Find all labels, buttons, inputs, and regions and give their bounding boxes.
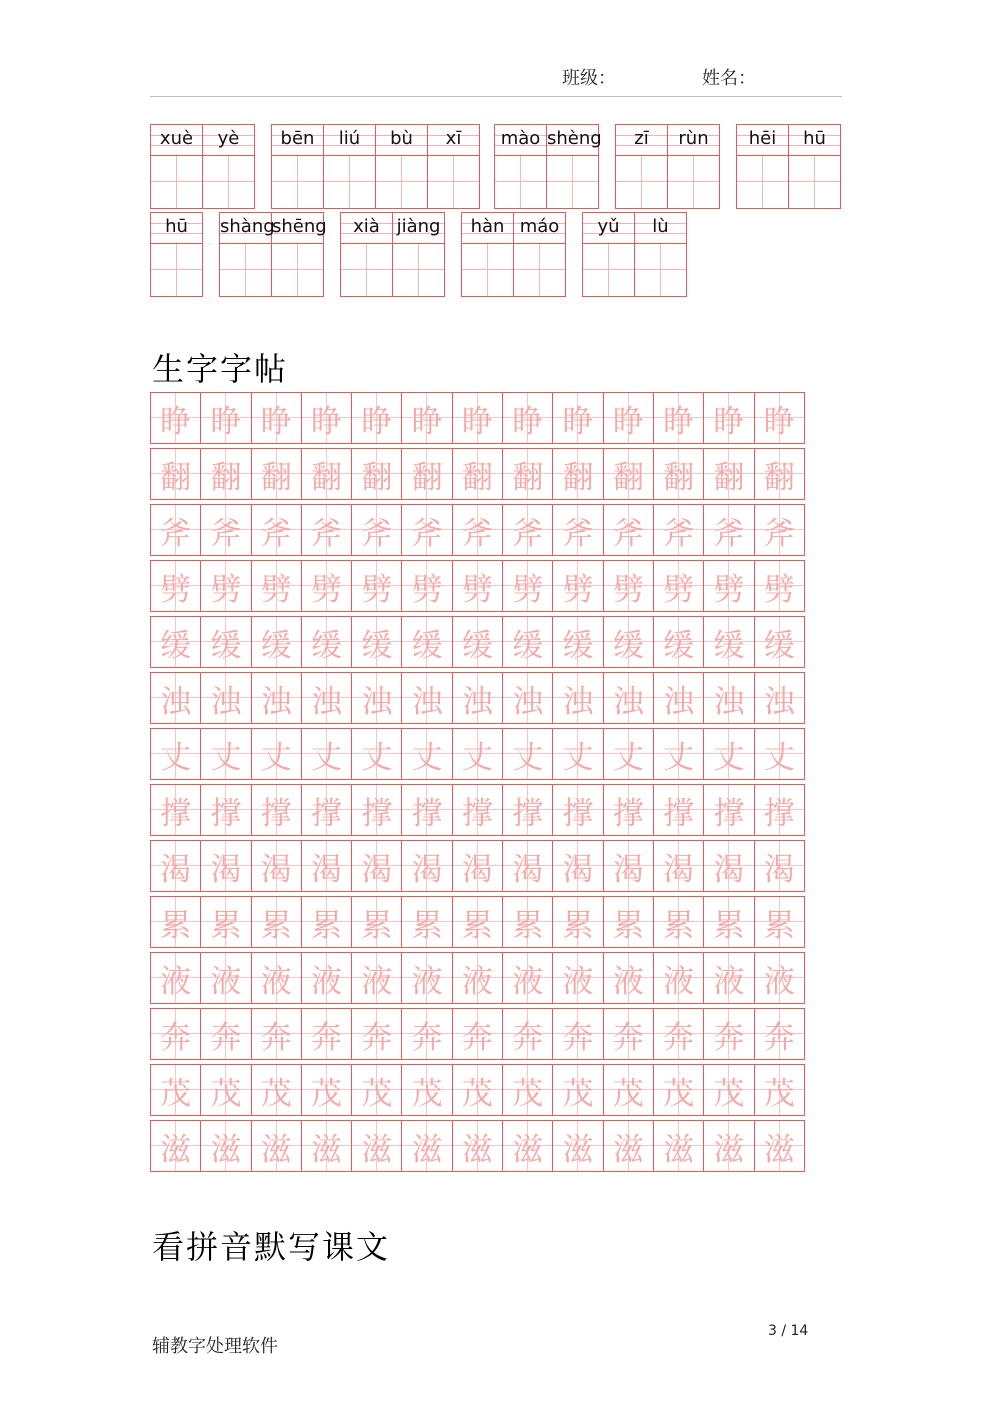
practice-character[interactable]: 翻 (654, 449, 704, 499)
writing-box[interactable] (220, 244, 271, 296)
practice-character[interactable]: 缓 (553, 617, 603, 667)
writing-box[interactable] (393, 244, 444, 296)
pinyin-cell (495, 125, 547, 208)
practice-character[interactable]: 渴 (352, 841, 402, 891)
writing-box[interactable] (616, 156, 667, 208)
practice-character[interactable]: 液 (604, 953, 654, 1003)
practice-character[interactable]: 斧 (252, 505, 302, 555)
writing-box[interactable] (272, 244, 323, 296)
footer-page-number: 3 / 14 (768, 1323, 809, 1339)
practice-character[interactable]: 撑 (151, 785, 201, 835)
pinyin-syllable-row (203, 125, 254, 156)
practice-character[interactable]: 翻 (503, 449, 553, 499)
writing-box[interactable] (583, 244, 634, 296)
pinyin-cell (151, 125, 203, 208)
practice-character[interactable]: 液 (704, 953, 754, 1003)
header-rule (150, 96, 842, 97)
practice-character[interactable]: 浊 (352, 673, 402, 723)
practice-character[interactable]: 撑 (453, 785, 503, 835)
practice-character[interactable]: 翻 (402, 449, 452, 499)
practice-character[interactable]: 浊 (201, 673, 251, 723)
pinyin-syllable: rùn (678, 128, 709, 149)
practice-character[interactable]: 丈 (453, 729, 503, 779)
pinyin-syllable-row (272, 125, 323, 156)
practice-character[interactable]: 翻 (151, 449, 201, 499)
writing-box[interactable] (428, 156, 479, 208)
practice-character[interactable]: 滋 (453, 1121, 503, 1171)
practice-character[interactable]: 奔 (704, 1009, 754, 1059)
pinyin-syllable: xī (445, 128, 462, 149)
practice-character[interactable]: 茂 (704, 1065, 754, 1115)
practice-character[interactable]: 液 (402, 953, 452, 1003)
practice-character[interactable]: 劈 (252, 561, 302, 611)
practice-character[interactable]: 浊 (453, 673, 503, 723)
practice-character[interactable]: 斧 (151, 505, 201, 555)
pinyin-syllable: zī (634, 128, 649, 149)
practice-character[interactable]: 睁 (503, 393, 553, 443)
writing-box[interactable] (462, 244, 513, 296)
practice-character[interactable]: 劈 (151, 561, 201, 611)
practice-character[interactable]: 缓 (654, 617, 704, 667)
pinyin-syllable-row (151, 213, 202, 244)
pinyin-cell (737, 125, 789, 208)
pinyin-syllable: yǔ (597, 216, 620, 237)
writing-box[interactable] (376, 156, 427, 208)
practice-row (150, 560, 805, 612)
practice-character[interactable]: 撑 (201, 785, 251, 835)
practice-character[interactable]: 茂 (151, 1065, 201, 1115)
practice-character[interactable]: 缓 (704, 617, 754, 667)
practice-row (150, 840, 805, 892)
practice-character[interactable]: 丈 (151, 729, 201, 779)
pinyin-word-box (615, 124, 720, 209)
practice-character[interactable]: 浊 (553, 673, 603, 723)
practice-character[interactable]: 劈 (553, 561, 603, 611)
practice-character[interactable]: 翻 (252, 449, 302, 499)
pinyin-cell (428, 125, 480, 208)
pinyin-syllable: hū (165, 216, 188, 237)
practice-character[interactable]: 滋 (553, 1121, 603, 1171)
pinyin-syllable-row (220, 213, 275, 244)
practice-character[interactable]: 劈 (453, 561, 503, 611)
practice-character[interactable]: 丈 (704, 729, 754, 779)
practice-character[interactable]: 渴 (151, 841, 201, 891)
practice-character[interactable]: 累 (704, 897, 754, 947)
practice-character[interactable]: 丈 (503, 729, 553, 779)
practice-character[interactable]: 累 (302, 897, 352, 947)
pinyin-cell (393, 213, 445, 296)
practice-character[interactable]: 浊 (302, 673, 352, 723)
pinyin-cell (272, 213, 327, 296)
writing-box[interactable] (272, 156, 323, 208)
practice-character[interactable]: 滋 (352, 1121, 402, 1171)
practice-character[interactable]: 丈 (553, 729, 603, 779)
practice-character[interactable]: 劈 (654, 561, 704, 611)
practice-character[interactable]: 翻 (604, 449, 654, 499)
practice-character[interactable]: 茂 (755, 1065, 805, 1115)
practice-character[interactable]: 滋 (201, 1121, 251, 1171)
pinyin-cell (324, 125, 376, 208)
practice-character[interactable]: 液 (352, 953, 402, 1003)
practice-character[interactable]: 茂 (252, 1065, 302, 1115)
pinyin-syllable-row (495, 125, 546, 156)
practice-character[interactable]: 缓 (302, 617, 352, 667)
pinyin-syllable: hēi (748, 128, 777, 149)
practice-character[interactable]: 缓 (402, 617, 452, 667)
pinyin-word-box (494, 124, 602, 209)
practice-character[interactable]: 液 (201, 953, 251, 1003)
practice-character[interactable]: 渴 (604, 841, 654, 891)
practice-character[interactable]: 睁 (654, 393, 704, 443)
practice-character[interactable]: 奔 (252, 1009, 302, 1059)
practice-character[interactable]: 斧 (604, 505, 654, 555)
pinyin-syllable-row (376, 125, 427, 156)
practice-character[interactable]: 翻 (201, 449, 251, 499)
practice-character[interactable]: 渴 (402, 841, 452, 891)
practice-character[interactable]: 液 (252, 953, 302, 1003)
practice-character[interactable]: 睁 (704, 393, 754, 443)
pinyin-syllable: yè (217, 128, 240, 149)
practice-character[interactable]: 撑 (503, 785, 553, 835)
pinyin-syllable-row (547, 125, 602, 156)
practice-character[interactable]: 丈 (402, 729, 452, 779)
pinyin-syllable-row (583, 213, 634, 244)
practice-character[interactable]: 撑 (352, 785, 402, 835)
pinyin-syllable: shēng (272, 216, 327, 237)
practice-character[interactable]: 奔 (201, 1009, 251, 1059)
practice-character[interactable]: 累 (654, 897, 704, 947)
practice-character[interactable]: 翻 (352, 449, 402, 499)
pinyin-syllable: mào (500, 128, 541, 149)
practice-character[interactable]: 劈 (755, 561, 805, 611)
pinyin-syllable: liú (338, 128, 361, 149)
pinyin-cell (616, 125, 668, 208)
pinyin-syllable: hàn (470, 216, 505, 237)
writing-box[interactable] (151, 156, 202, 208)
practice-character[interactable]: 滋 (604, 1121, 654, 1171)
pinyin-cell (789, 125, 841, 208)
practice-row (150, 952, 805, 1004)
practice-character[interactable]: 浊 (654, 673, 704, 723)
pinyin-syllable: xià (353, 216, 380, 237)
practice-character[interactable]: 睁 (252, 393, 302, 443)
practice-character[interactable]: 渴 (302, 841, 352, 891)
pinyin-cell (151, 213, 203, 296)
footer-software-name: 辅教字处理软件 (152, 1336, 278, 1357)
practice-character[interactable]: 滋 (755, 1121, 805, 1171)
dictation-section-title: 看拼音默写课文 (152, 1228, 391, 1266)
writing-box[interactable] (151, 244, 202, 296)
practice-character[interactable]: 睁 (302, 393, 352, 443)
practice-character[interactable]: 浊 (755, 673, 805, 723)
pinyin-syllable-row (428, 125, 479, 156)
pinyin-syllable-row (393, 213, 444, 244)
pinyin-cell (203, 125, 255, 208)
writing-box[interactable] (789, 156, 840, 208)
practice-character[interactable]: 翻 (755, 449, 805, 499)
practice-row (150, 672, 805, 724)
practice-character[interactable]: 睁 (151, 393, 201, 443)
practice-row (150, 392, 805, 444)
pinyin-syllable-row (514, 213, 565, 244)
practice-character[interactable]: 缓 (604, 617, 654, 667)
practice-character[interactable]: 劈 (302, 561, 352, 611)
practice-character[interactable]: 渴 (654, 841, 704, 891)
practice-character[interactable]: 丈 (302, 729, 352, 779)
practice-character[interactable]: 睁 (755, 393, 805, 443)
pinyin-syllable-row (341, 213, 392, 244)
practice-character[interactable]: 液 (302, 953, 352, 1003)
practice-character[interactable]: 渴 (201, 841, 251, 891)
pinyin-syllable: bēn (280, 128, 315, 149)
pinyin-cell (583, 213, 635, 296)
practice-character[interactable]: 奔 (755, 1009, 805, 1059)
practice-row (150, 616, 805, 668)
practice-character[interactable]: 累 (553, 897, 603, 947)
practice-character[interactable]: 斧 (704, 505, 754, 555)
practice-character[interactable]: 滋 (654, 1121, 704, 1171)
practice-character[interactable]: 丈 (755, 729, 805, 779)
practice-character[interactable]: 累 (503, 897, 553, 947)
writing-box[interactable] (547, 156, 598, 208)
pinyin-syllable-row (272, 213, 327, 244)
practice-character[interactable]: 缓 (201, 617, 251, 667)
practice-character[interactable]: 累 (201, 897, 251, 947)
pinyin-cell (514, 213, 566, 296)
pinyin-syllable-row (151, 125, 202, 156)
practice-character[interactable]: 累 (352, 897, 402, 947)
practice-character[interactable]: 茂 (352, 1065, 402, 1115)
practice-character[interactable]: 渴 (553, 841, 603, 891)
practice-character[interactable]: 劈 (402, 561, 452, 611)
practice-character[interactable]: 斧 (553, 505, 603, 555)
practice-character[interactable]: 茂 (302, 1065, 352, 1115)
practice-character[interactable]: 滋 (252, 1121, 302, 1171)
practice-character[interactable]: 奔 (553, 1009, 603, 1059)
practice-character[interactable]: 斧 (654, 505, 704, 555)
practice-character[interactable]: 缓 (755, 617, 805, 667)
writing-box[interactable] (668, 156, 719, 208)
practice-character[interactable]: 缓 (352, 617, 402, 667)
writing-box[interactable] (341, 244, 392, 296)
writing-box[interactable] (635, 244, 686, 296)
pinyin-syllable: hū (803, 128, 826, 149)
practice-character[interactable]: 渴 (755, 841, 805, 891)
pinyin-cell (220, 213, 275, 296)
practice-character[interactable]: 丈 (604, 729, 654, 779)
practice-character[interactable]: 奔 (453, 1009, 503, 1059)
practice-character[interactable]: 撑 (704, 785, 754, 835)
practice-character[interactable]: 液 (503, 953, 553, 1003)
practice-character[interactable]: 缓 (453, 617, 503, 667)
practice-character[interactable]: 斧 (503, 505, 553, 555)
practice-character[interactable]: 撑 (302, 785, 352, 835)
practice-character[interactable]: 滋 (302, 1121, 352, 1171)
practice-character[interactable]: 液 (553, 953, 603, 1003)
practice-character[interactable]: 渴 (503, 841, 553, 891)
pinyin-syllable: xuè (159, 128, 194, 149)
pinyin-syllable: bù (390, 128, 413, 149)
practice-character[interactable]: 茂 (453, 1065, 503, 1115)
pinyin-syllable-row (635, 213, 686, 244)
pinyin-cell (272, 125, 324, 208)
practice-character[interactable]: 劈 (503, 561, 553, 611)
practice-character[interactable]: 渴 (704, 841, 754, 891)
practice-row (150, 504, 805, 556)
practice-character[interactable]: 累 (252, 897, 302, 947)
practice-row (150, 1120, 805, 1172)
practice-character[interactable]: 液 (151, 953, 201, 1003)
practice-character[interactable]: 奔 (151, 1009, 201, 1059)
practice-character[interactable]: 奔 (604, 1009, 654, 1059)
practice-character[interactable]: 丈 (252, 729, 302, 779)
pinyin-syllable-row (616, 125, 667, 156)
practice-character[interactable]: 睁 (453, 393, 503, 443)
practice-character[interactable]: 斧 (201, 505, 251, 555)
practice-character[interactable]: 丈 (201, 729, 251, 779)
practice-character[interactable]: 劈 (352, 561, 402, 611)
writing-box[interactable] (203, 156, 254, 208)
practice-character[interactable]: 滋 (402, 1121, 452, 1171)
pinyin-syllable-row (462, 213, 513, 244)
practice-character[interactable]: 浊 (604, 673, 654, 723)
practice-character[interactable]: 累 (755, 897, 805, 947)
practice-character[interactable]: 液 (453, 953, 503, 1003)
practice-character[interactable]: 累 (453, 897, 503, 947)
pinyin-syllable: jiàng (396, 216, 441, 237)
practice-character[interactable]: 累 (402, 897, 452, 947)
practice-character[interactable]: 渴 (252, 841, 302, 891)
practice-character[interactable]: 茂 (503, 1065, 553, 1115)
practice-row (150, 1008, 805, 1060)
practice-row (150, 448, 805, 500)
pinyin-syllable: shàng (220, 216, 275, 237)
practice-character[interactable]: 丈 (654, 729, 704, 779)
pinyin-syllable: shèng (547, 128, 602, 149)
pinyin-syllable-row (737, 125, 788, 156)
practice-character[interactable]: 睁 (553, 393, 603, 443)
practice-character[interactable]: 滋 (151, 1121, 201, 1171)
pinyin-cell (668, 125, 720, 208)
practice-character[interactable]: 茂 (654, 1065, 704, 1115)
pinyin-word-box (736, 124, 841, 209)
practice-character[interactable]: 浊 (503, 673, 553, 723)
header-name-label: 姓名： (702, 68, 756, 89)
practice-character[interactable]: 茂 (553, 1065, 603, 1115)
pinyin-cell (547, 125, 602, 208)
practice-character[interactable]: 撑 (402, 785, 452, 835)
practice-character[interactable]: 斧 (402, 505, 452, 555)
practice-character[interactable]: 累 (604, 897, 654, 947)
practice-character[interactable]: 奔 (654, 1009, 704, 1059)
practice-character[interactable]: 渴 (453, 841, 503, 891)
practice-character[interactable]: 翻 (704, 449, 754, 499)
practice-character[interactable]: 睁 (201, 393, 251, 443)
practice-character[interactable]: 斧 (453, 505, 503, 555)
practice-character[interactable]: 奔 (302, 1009, 352, 1059)
practice-character[interactable]: 滋 (704, 1121, 754, 1171)
practice-character[interactable]: 奔 (503, 1009, 553, 1059)
practice-character[interactable]: 缓 (151, 617, 201, 667)
header-class-label: 班级： (562, 68, 616, 89)
pinyin-word-box (461, 212, 566, 297)
pinyin-cell (462, 213, 514, 296)
writing-box[interactable] (324, 156, 375, 208)
practice-character[interactable]: 浊 (151, 673, 201, 723)
practice-row (150, 1064, 805, 1116)
practice-character[interactable]: 茂 (604, 1065, 654, 1115)
pinyin-word-box (582, 212, 687, 297)
writing-box[interactable] (737, 156, 788, 208)
practice-character[interactable]: 累 (151, 897, 201, 947)
practice-character[interactable]: 撑 (755, 785, 805, 835)
pinyin-cell (635, 213, 687, 296)
practice-character[interactable]: 劈 (604, 561, 654, 611)
practice-character[interactable]: 缓 (252, 617, 302, 667)
pinyin-word-box (340, 212, 445, 297)
pinyin-syllable: lù (652, 216, 669, 237)
practice-character[interactable]: 斧 (302, 505, 352, 555)
practice-character[interactable]: 斧 (352, 505, 402, 555)
practice-character[interactable]: 撑 (604, 785, 654, 835)
practice-character[interactable]: 液 (654, 953, 704, 1003)
practice-character[interactable]: 茂 (201, 1065, 251, 1115)
pinyin-cell (376, 125, 428, 208)
practice-row (150, 896, 805, 948)
writing-box[interactable] (514, 244, 565, 296)
pinyin-word-box (219, 212, 327, 297)
pinyin-word-box (271, 124, 480, 209)
practice-character[interactable]: 劈 (201, 561, 251, 611)
practice-character[interactable]: 奔 (352, 1009, 402, 1059)
practice-character[interactable]: 翻 (302, 449, 352, 499)
practice-character[interactable]: 睁 (604, 393, 654, 443)
practice-character[interactable]: 浊 (252, 673, 302, 723)
practice-character[interactable]: 丈 (352, 729, 402, 779)
pinyin-cell (341, 213, 393, 296)
practice-character[interactable]: 翻 (453, 449, 503, 499)
practice-character[interactable]: 滋 (503, 1121, 553, 1171)
practice-character[interactable]: 茂 (402, 1065, 452, 1115)
practice-character[interactable]: 浊 (704, 673, 754, 723)
pinyin-syllable-row (668, 125, 719, 156)
practice-character[interactable]: 浊 (402, 673, 452, 723)
practice-character[interactable]: 劈 (704, 561, 754, 611)
pinyin-word-box (150, 212, 203, 297)
practice-character[interactable]: 撑 (252, 785, 302, 835)
practice-character[interactable]: 睁 (352, 393, 402, 443)
practice-row (150, 784, 805, 836)
practice-character[interactable]: 撑 (553, 785, 603, 835)
pinyin-syllable-row (324, 125, 375, 156)
practice-character[interactable]: 撑 (654, 785, 704, 835)
practice-character[interactable]: 液 (755, 953, 805, 1003)
practice-character[interactable]: 斧 (755, 505, 805, 555)
pinyin-word-box (150, 124, 255, 209)
writing-box[interactable] (495, 156, 546, 208)
practice-row (150, 728, 805, 780)
practice-character[interactable]: 奔 (402, 1009, 452, 1059)
practice-character[interactable]: 睁 (402, 393, 452, 443)
practice-character[interactable]: 缓 (503, 617, 553, 667)
pinyin-syllable-row (789, 125, 840, 156)
pinyin-syllable: máo (519, 216, 560, 237)
practice-section-title: 生字字帖 (152, 350, 289, 388)
practice-character[interactable]: 翻 (553, 449, 603, 499)
